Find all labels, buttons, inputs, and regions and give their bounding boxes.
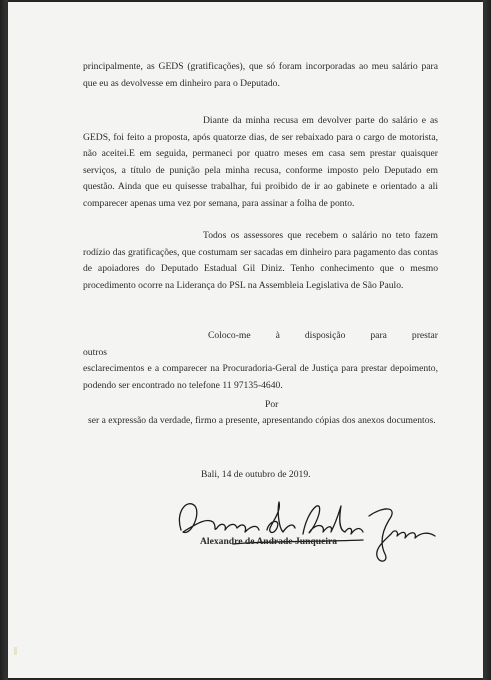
handwritten-signature bbox=[173, 492, 448, 567]
date-line: Bali, 14 de outubro de 2019. bbox=[201, 469, 311, 480]
paragraph-verdade: ser a expressão da verdade, firmo a presente, apresentando cópias dos anexos documentos. bbox=[88, 415, 436, 426]
paragraph-rodizio: Todos os assessores que recebem o salário no teto fazem rodízio das gratificações, que costumam ser sacadas em dinheiro para pagamento das contas de apoiadores do Deputado Estadual Gil Diniz. Tenho conhecimento que o mesmo procedimento ocorre na Liderança do PSL na Assembleia Legislativa de São Paulo. bbox=[83, 230, 438, 291]
signatory-name: Alexandre de Andrade Junqueira bbox=[200, 536, 338, 547]
paragraph-disposicao bbox=[83, 328, 438, 394]
scan-edge-left bbox=[0, 0, 8, 680]
document-page bbox=[8, 2, 483, 678]
scan-edge-right bbox=[483, 0, 491, 680]
paragraph-recusa: Diante da minha recusa em devolver parte do salário e as GEDS, foi feito a proposta, após quatorze dias, de ser rebaixado para o cargo de motorista, não aceitei.E em seguida, permaneci por quatro meses em casa sem prestar quaisquer serviços, a título de punição pela minha recusa, conforme imposto pelo Deputado em questão. Ainda que eu quisesse trabalhar, fui proibido de ir ao gabinete e orientado a ali comparecer apenas uma vez por semana, para assinar a folha de ponto. bbox=[83, 115, 438, 209]
paragraph-gratificacoes: principalmente, as GEDS (gratificações), que só foram incorporadas ao meu salário para que eu as devolvesse em dinheiro para o Deputado. bbox=[83, 61, 438, 89]
paragraph-disposicao-lead: Coloco-me à disposição para prestar outros bbox=[83, 330, 438, 358]
paper-speck bbox=[14, 647, 17, 655]
paragraph-verdade-lead: Por bbox=[265, 399, 279, 410]
paragraph-disposicao-rest: esclarecimentos e a comparecer na Procuradoria-Geral de Justiça para prestar depoimento, podendo ser encontrado no telefone 11 97135-4640. bbox=[83, 363, 438, 391]
